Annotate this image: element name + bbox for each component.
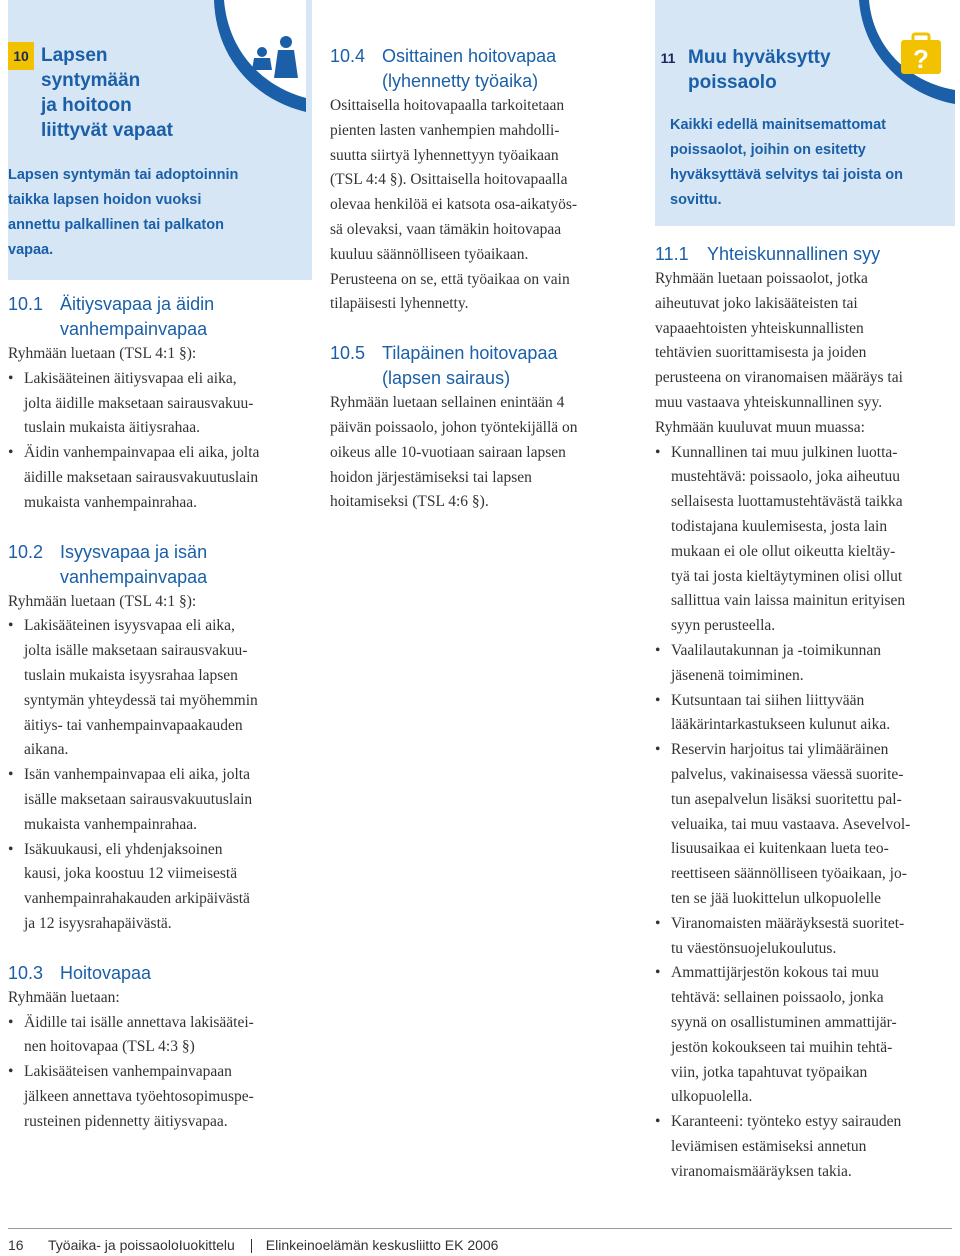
list-item: • Kunnallinen tai muu julkinen luotta- mustehtävä: poissaolo, joka aiheutuu sellaisesta luottamustehtävästä taikka todistajana kuulemisesta, josta lain mukaan ei ole ollut oikeutta kieltäy- tyä tai josta kieltäytyminen olisi ollut sallittua vain laissa mainitun erityisen syyn perusteella.	[655, 441, 955, 639]
list-item: • Viranomaisten määräyksestä suoritet- tu väestönsuojelukoulutus.	[655, 912, 955, 962]
section-heading: 11.1 Yhteiskunnallinen syy	[655, 244, 881, 264]
section-heading: 10.2 Isyysvapaa ja isän vanhempainvapaa	[8, 541, 208, 587]
section-10-3	[8, 961, 312, 1135]
list-item: • Lakisääteisen vanhempainvapaan jälkeen annettava työehtosopimuspe- rusteinen pidennetty äitiysvapaa.	[8, 1060, 312, 1134]
section-body: Osittaisella hoitovapaalla tarkoitetaan pienten lasten vanhempien mahdolli- suutta siirtyä lyhennettyyn työaikaan (TSL 4:4 §). Osittaisella hoitovapaalla olevaa henkilöä ei katsota osa-aikatyös- sä olevaksi, vaan tämäkin hoitovapaa kuuluu säännölliseen työaikaan. Perusteena on se, että työaikaa on vain tilapäisesti lyhennetty.	[330, 97, 578, 313]
chapter-intro: Kaikki edellä mainitsemattomat poissaolot, joihin on esitetty hyväksyttävä selvitys tai joista on sovittu.	[670, 117, 903, 208]
footer-divider	[8, 1228, 952, 1229]
section-10-2	[8, 540, 312, 937]
chapter-title: Lapsen syntymään ja hoitoon liittyvät vapaat	[41, 45, 173, 141]
section-heading: 10.1 Äitiysvapaa ja äidin vanhempainvapaa	[8, 294, 215, 339]
bullet-list	[8, 1011, 312, 1135]
list-item: • Reservin harjoitus tai ylimääräinen palvelus, vakinaisessa väessä suorite- tun asepalvelun lisäksi suoritettu pal- veluaika, tai muu vastaava. Asevelvol- lisuusaikaa ei kuitenkaan lueta teo- reettiseen säännölliseen työaikaan, jo- ten se jää luokittelun ulkopuolelle	[655, 738, 955, 912]
column-right	[655, 0, 955, 1184]
list-item: • Äidin vanhempainvapaa eli aika, jolta äidille maksetaan sairausvakuutuslain mukaista vanhempainrahaa.	[8, 441, 312, 515]
list-item: • Lakisääteinen äitiysvapaa eli aika, jolta äidille maksetaan sairausvakuu- tuslain mukaista äitiysrahaa.	[8, 367, 312, 441]
publisher: Elinkeinoelämän keskusliitto EK 2006	[265, 1237, 499, 1253]
list-item: • Kutsuntaan tai siihen liittyvään lääkärintarkastukseen kulunut aika.	[655, 689, 955, 739]
bullet-list	[8, 614, 312, 936]
list-item: • Äidille tai isälle annettava lakisäätei- nen hoitovapaa (TSL 4:3 §)	[8, 1011, 312, 1061]
list-item: • Isäkuukausi, eli yhdenjaksoinen kausi, joka koostuu 12 viimeisestä vanhempainrahakauden arkipäivästä ja 12 isyysrahapäivästä.	[8, 838, 312, 937]
page-footer	[8, 1237, 498, 1253]
section-lead: Ryhmään luetaan:	[8, 988, 120, 1006]
list-item: • Ammattijärjestön kokous tai muu tehtävä: sellainen poissaolo, jonka syynä on osallistuminen ammattijär- jestön kokoukseen tai muihin tehtä- viin, jotka tapahtuvat työpaikan ulkopuolella.	[655, 961, 955, 1110]
bullet-list	[655, 441, 955, 1185]
list-item: • Lakisääteinen isyysvapaa eli aika, jolta isälle maksetaan sairausvakuu- tuslain mukaista isyysrahaa lapsen syntymän yhteydessä tai myöhemmin äitiys- tai vanhempainvapaakauden aikana.	[8, 614, 312, 763]
bullet-list	[8, 367, 312, 516]
list-item: • Vaalilautakunnan ja -toimikunnan jäsenenä toimiminen.	[655, 639, 955, 689]
section-lead: Ryhmään luetaan (TSL 4:1 §):	[8, 345, 197, 362]
section-body: Ryhmään luetaan poissaolot, jotka aiheutuvat joko lakisääteisten tai vapaaehtoisten yhteiskunnallisten tehtävien suorittamisesta ja joiden perusteena on viranomaisen määräys tai muu vastaava yhteiskunnallinen syy. Ryhmään kuuluvat muun muassa:	[655, 270, 903, 436]
list-item: • Karanteeni: työnteko estyy sairauden leviämisen estämiseksi annetun viranomaismääräyksen takia.	[655, 1110, 955, 1184]
chapter-10-box	[8, 0, 312, 280]
chapter-title: Muu hyväksytty poissaolo	[688, 47, 831, 93]
section-11-1	[655, 242, 955, 1184]
column-left	[8, 0, 312, 1135]
parent-child-icon	[206, 0, 306, 120]
section-heading: 10.5 Tilapäinen hoitovapaa (lapsen sairaus)	[330, 343, 558, 389]
chapter-intro: Lapsen syntymän tai adoptoinnin taikka lapsen hoidon vuoksi annettu palkallinen tai palkaton vapaa.	[8, 167, 239, 258]
section-10-1	[8, 292, 312, 516]
section-body: Ryhmään luetaan sellainen enintään 4 päivän poissaolo, johon työntekijällä on oikeus alle 10-vuotiaan sairaan lapsen hoidon järjestämiseksi tai lapsen hoitamiseksi (TSL 4:6 §).	[330, 394, 578, 511]
page-number: 16	[8, 1237, 24, 1253]
section-heading: 10.4 Osittainen hoitovapaa (lyhennetty työaika)	[330, 46, 557, 91]
svg-text:?: ?	[913, 44, 929, 74]
chapter-number-badge: 10	[8, 42, 34, 70]
footer-separator	[251, 1239, 252, 1253]
column-middle	[330, 44, 630, 515]
briefcase-question-icon	[845, 0, 955, 110]
section-10-4	[330, 44, 630, 317]
section-lead: Ryhmään luetaan (TSL 4:1 §):	[8, 592, 197, 610]
chapter-number-badge: 11	[655, 44, 681, 72]
section-10-5	[330, 341, 630, 515]
list-item: • Isän vanhempainvapaa eli aika, jolta isälle maksetaan sairausvakuutuslain mukaista vanhempainrahaa.	[8, 763, 312, 837]
publication-title: Työaika- ja poissaoloIuokittelu	[48, 1237, 235, 1253]
section-heading: 10.3 Hoitovapaa	[8, 962, 152, 983]
chapter-11-box	[655, 0, 955, 226]
